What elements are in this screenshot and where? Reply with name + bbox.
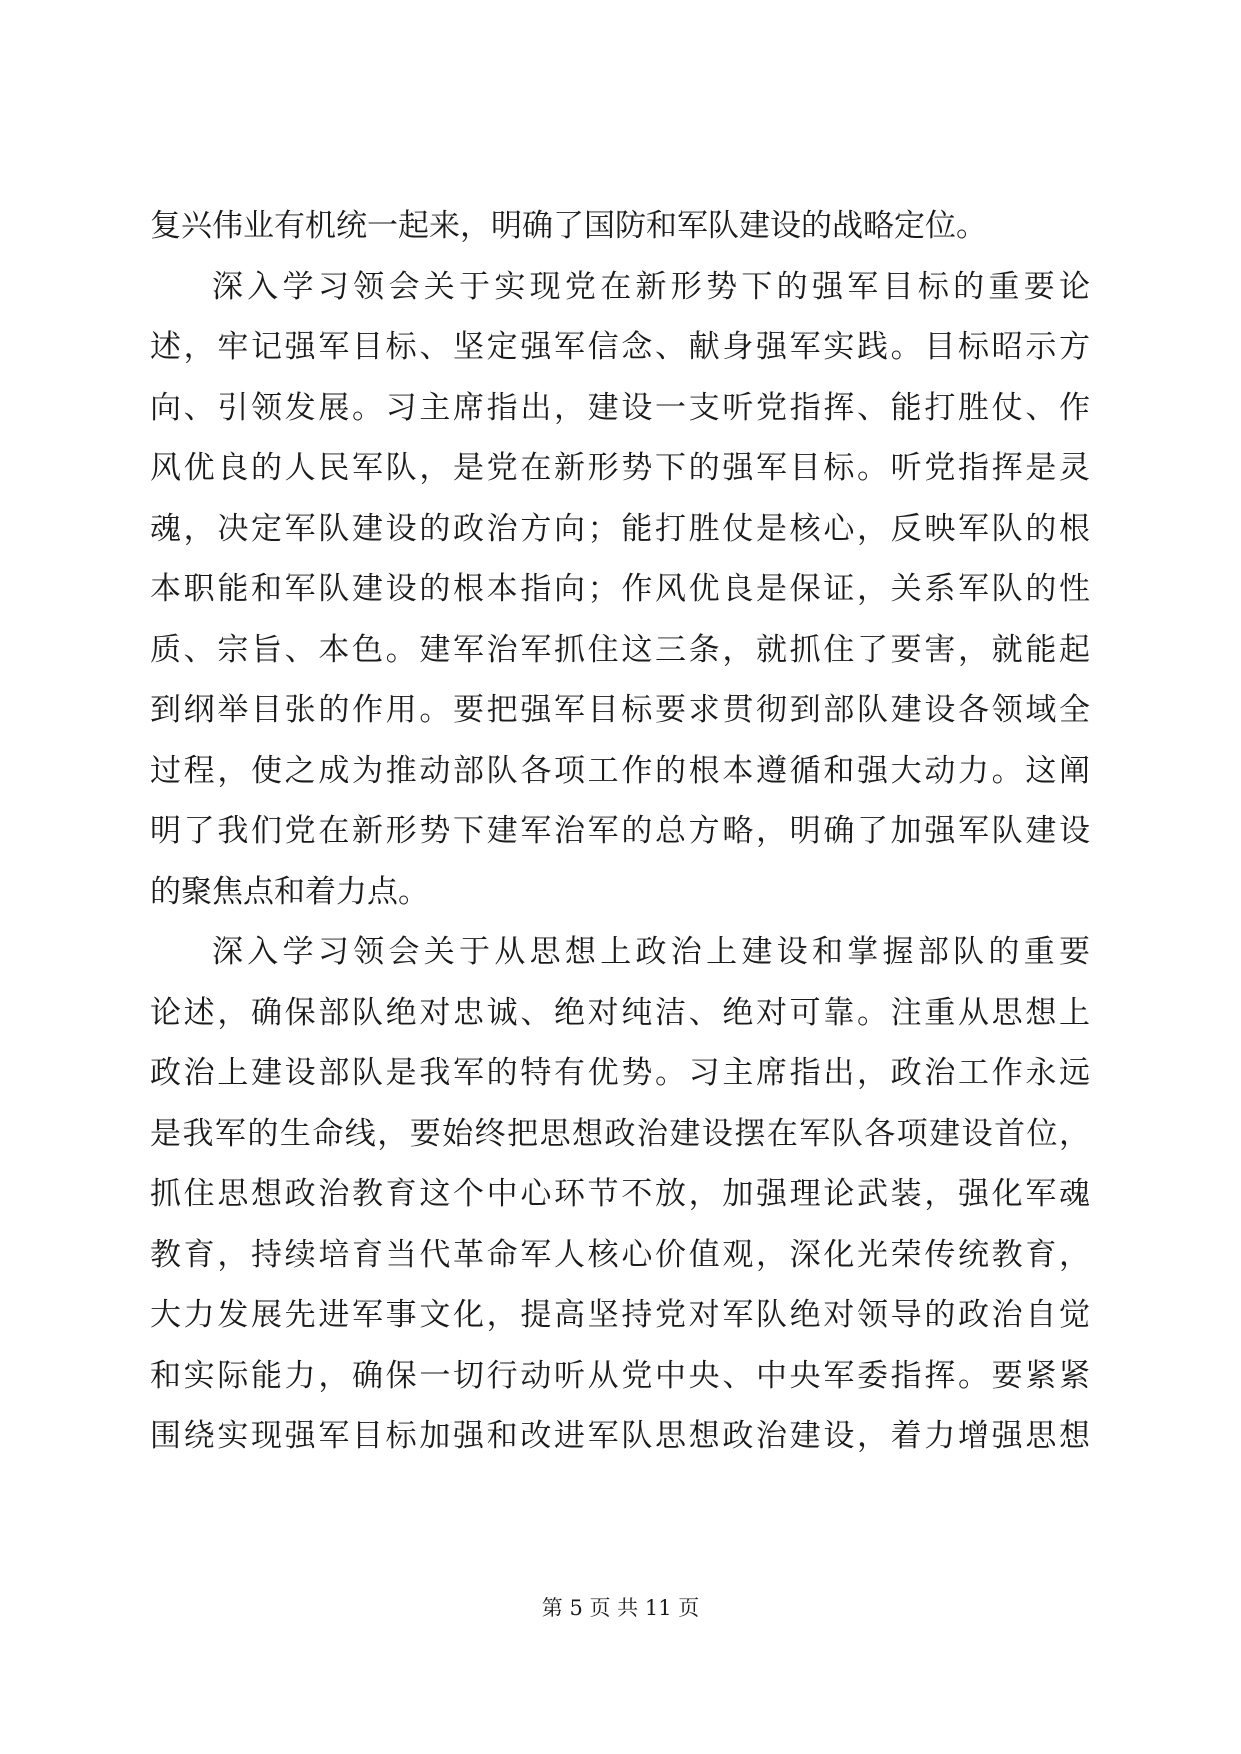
paragraph-line: 围绕实现强军目标加强和改进军队思想政治建设，着力增强思想 bbox=[150, 1418, 1090, 1454]
paragraph-line: 到纲举目张的作用。要把强军目标要求贯彻到部队建设各领域全 bbox=[150, 692, 1090, 728]
paragraph-line: 教育，持续培育当代革命军人核心价值观，深化光荣传统教育， bbox=[150, 1236, 1090, 1273]
paragraph-line: 复兴伟业有机统一起来，明确了国防和军队建设的战略定位。 bbox=[150, 208, 987, 244]
paragraph-line: 风优良的人民军队，是党在新形势下的强军目标。听党指挥是灵 bbox=[150, 450, 1090, 486]
paragraph-line: 明了我们党在新形势下建军治军的总方略，明确了加强军队建设 bbox=[150, 813, 1090, 849]
paragraph-line: 抓住思想政治教育这个中心环节不放，加强理论武装，强化军魂 bbox=[150, 1176, 1090, 1212]
page-number: 第 5 页 共 11 页 bbox=[541, 1596, 700, 1620]
paragraph-line: 是我军的生命线，要始终把思想政治建设摆在军队各项建设首位， bbox=[150, 1115, 1090, 1152]
paragraph-line: 和实际能力，确保一切行动听从党中央、中央军委指挥。要紧紧 bbox=[150, 1357, 1090, 1394]
paragraph-line: 深入学习领会关于从思想上政治上建设和掌握部队的重要 bbox=[212, 934, 1090, 970]
paragraph-line: 政治上建设部队是我军的特有优势。习主席指出，政治工作永远 bbox=[150, 1055, 1090, 1091]
paragraph-line: 述，牢记强军目标、坚定强军信念、献身强军实践。目标昭示方 bbox=[150, 329, 1090, 365]
paragraph-line: 向、引领发展。习主席指出，建设一支听党指挥、能打胜仗、作 bbox=[150, 389, 1090, 426]
paragraph-line: 深入学习领会关于实现党在新形势下的强军目标的重要论 bbox=[212, 268, 1090, 305]
paragraph-line: 的聚焦点和着力点。 bbox=[150, 873, 429, 910]
paragraph-line: 本职能和军队建设的根本指向；作风优良是保证，关系军队的性 bbox=[150, 571, 1090, 607]
paragraph-line: 质、宗旨、本色。建军治军抓住这三条，就抓住了要害，就能起 bbox=[150, 631, 1090, 668]
paragraph-line: 大力发展先进军事文化，提高坚持党对军队绝对领导的政治自觉 bbox=[150, 1297, 1090, 1333]
body-text bbox=[150, 196, 1090, 1467]
paragraph-line: 论述，确保部队绝对忠诚、绝对纯洁、绝对可靠。注重从思想上 bbox=[150, 994, 1090, 1031]
paragraph-line: 过程，使之成为推动部队各项工作的根本遵循和强大动力。这阐 bbox=[150, 752, 1090, 789]
paragraph-line: 魂，决定军队建设的政治方向；能打胜仗是核心，反映军队的根 bbox=[150, 510, 1090, 547]
